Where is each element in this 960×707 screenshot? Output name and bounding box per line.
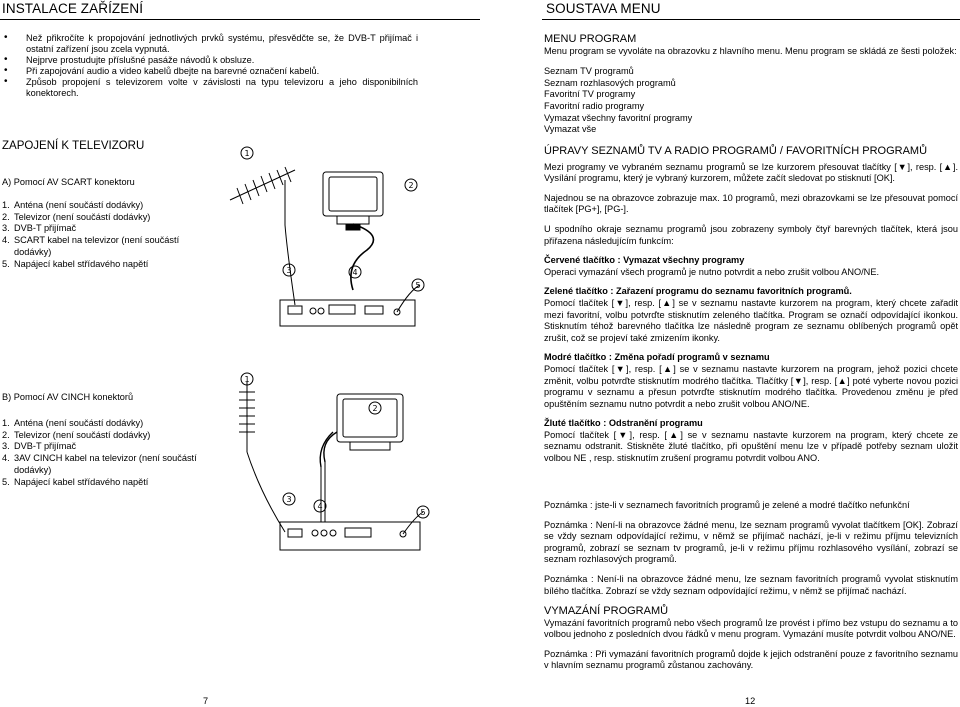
edit-lists-colors-text: U spodního okraje seznamu programů jsou zobrazeny symboly čtyř barevných tlačítek, která jsou přiřazena následujícím funkcím:: [544, 223, 958, 246]
menu-item: Seznam TV programů: [544, 66, 634, 77]
edit-lists-paging-text: Najednou se na obrazovce zobrazuje max. 10 programů, mezi obrazovkami se lze přesouvat pomocí tlačítek [PG+], [PG-].: [544, 192, 958, 215]
callout-2: 2: [408, 181, 414, 190]
edit-lists-title: ÚPRAVY SEZNAMŮ TV A RADIO PROGRAMŮ / FAVORITNÍCH PROGRAMŮ: [544, 145, 928, 157]
menu-item: Vymazat vše: [544, 124, 597, 135]
list-item: 3. DVB-T přijímač: [2, 441, 77, 452]
bullet-item: • Nejprve prostudujte příslušné pasáže návodů k obsluze.: [2, 55, 418, 66]
menu-item: Favoritní radio programy: [544, 100, 645, 111]
menu-item: Favoritní TV programy: [544, 89, 636, 100]
callout-5: 5: [415, 281, 421, 290]
notes-section: [544, 500, 958, 597]
menu-item: Vymazat všechny favoritní programy: [544, 112, 693, 123]
page-number: 7: [203, 696, 209, 706]
dvb-receiver-icon: [280, 512, 423, 550]
delete-programs-title: VYMAZÁNÍ PROGRAMŮ: [544, 605, 669, 617]
list-item: 2. Televizor (není součástí dodávky): [2, 211, 151, 222]
tv-connection-heading: ZAPOJENÍ K TELEVIZORU: [2, 140, 145, 152]
yellow-button-title: Žluté tlačítko : Odstranění programu: [544, 418, 703, 429]
bullet-item: • Způsob propojení s televizorem volte v závislosti na typu televizoru a jeho disponibilních konektorech.: [2, 77, 418, 99]
blue-button-text: Pomocí tlačítek [▼], resp. [▲] se v seznamu nastavte kurzorem na program, jehož pozici chcete změnit, volbu potvrďte stisknutím modrého tlačítka. Tlačítky [▼], resp. [▲] poté vyberte novou pozici programu v seznamu a přesun potvrďte stisknutím modrého tlačítka. Provedenou změnu je před opuštěním seznamu nutno potvrdit a nebo zrušit volbou ANO/NE.: [544, 363, 958, 409]
green-button-title: Zelené tlačítko : Zařazení programu do seznamu favoritních programů.: [544, 286, 852, 297]
menu-system-header: SOUSTAVA MENU: [542, 0, 960, 20]
delete-programs-note: Poznámka : Při vymazání favoritních programů dojde k jejich odstranění pouze z favoritního seznamu v hlavním seznamu programů zůstanou zachovány.: [544, 648, 958, 671]
list-item: 1. Anténa (není součástí dodávky): [2, 200, 144, 210]
edit-lists-section: [544, 146, 958, 465]
antenna-icon: [239, 382, 285, 532]
list-item: 4. 3AV CINCH kabel na televizor (není součástí dodávky): [2, 453, 197, 475]
list-item: 3. DVB-T přijímač: [2, 223, 77, 234]
installation-bullets: [2, 33, 418, 99]
edit-lists-cursor-text: Mezi programy ve vybraném seznamu programů se lze kurzorem přesouvat tlačítky [▼], resp. [▲]. Vysílání programu, který je vybraný kurzorem, můžete začít sledovat po stisknutí [OK].: [544, 161, 959, 184]
note-text: Poznámka : Není-li na obrazovce žádné menu, lze seznam favoritních programů vyvolat stisknutím bílého tlačítka. Zobrazí se vždy seznam odpovídající režimu, v němž se přijímač nachází.: [544, 573, 958, 596]
scart-item-list: [2, 200, 200, 270]
bullet-item: • Při zapojování audio a video kabelů dbejte na barevné označení kabelů.: [2, 66, 418, 77]
list-item: 5. Napájecí kabel střídavého napětí: [2, 476, 149, 487]
callout-4: 4: [352, 268, 358, 277]
scart-connection-diagram: [225, 140, 445, 330]
green-button-text: Pomocí tlačítek [▼], resp. [▲] se v seznamu nastavte kurzorem na program, který chcete zařadit mezi favoritní, volbu potvrďte stisknutím zeleného tlačítka. Program se označí odpovídající ikonkou. Stisknutím téhož barevného tlačítka lze následně program ze seznamu oblíbených programů opět zrušit, což se projeví také zmizením ikonky.: [544, 297, 958, 343]
installation-header: INSTALACE ZAŘÍZENÍ: [0, 0, 480, 20]
callout-4: 4: [317, 502, 323, 511]
menu-program-intro: Menu program se vyvoláte na obrazovku z hlavního menu. Menu program se skládá ze šesti položek:: [544, 45, 957, 56]
list-item: 1. Anténa (není součástí dodávky): [2, 418, 144, 428]
list-item: 4. SCART kabel na televizor (není součástí dodávky): [2, 235, 180, 257]
callout-3: 3: [286, 266, 292, 275]
note-text: Poznámka : jste-li v seznamech favoritních programů je zelené a modré tlačítko nefunkční: [544, 500, 910, 510]
yellow-button-text: Pomocí tlačítek [▼], resp. [▲] se v seznamu nastavte kurzorem na program, který chcete ze seznamu odstranit. Stiskněte žluté tlačítko, při opuštění menu lze v případě potřeby seznam uložit volbou NE , resp. stisknutím zrušení programu potvrdit volbou ANO.: [544, 429, 958, 464]
cinch-connection-diagram: [225, 372, 445, 562]
dvb-receiver-icon: [280, 285, 420, 326]
menu-item: Seznam rozhlasových programů: [544, 77, 676, 88]
cinch-section-label: B) Pomocí AV CINCH konektorů: [2, 392, 134, 402]
menu-program-title: MENU PROGRAM: [544, 33, 637, 45]
callout-1: 1: [244, 149, 250, 158]
scart-diagram-svg: [225, 140, 445, 330]
antenna-icon: [230, 167, 295, 305]
red-button-text: Operaci vymazání všech programů je nutno potvrdit a nebo zrušit volbou ANO/NE.: [544, 266, 879, 277]
blue-button-title: Modré tlačítko : Změna pořadí programů v seznamu: [544, 352, 770, 363]
callout-1: 1: [244, 375, 250, 384]
callout-3: 3: [286, 495, 292, 504]
cinch-diagram-svg: [225, 372, 445, 562]
television-icon: [320, 394, 403, 522]
list-item: 5. Napájecí kabel střídavého napětí: [2, 258, 149, 269]
note-text: Poznámka : Není-li na obrazovce žádné menu, lze seznam programů vyvolat tlačítkem [OK]. Zobrazí se vždy seznam odpovídající režimu, v němž se přijímač nachází, je-li v režimu příjmu televizních programů, zobrazí se seznam tv programů, je-li v režimu příjmu rozhlasového vysílání, zobrazí se seznam rozhlasových programů.: [544, 519, 958, 565]
menu-program-section: [544, 34, 958, 136]
delete-programs-section: [544, 606, 958, 672]
callout-5: 5: [420, 508, 426, 517]
red-button-title: Červené tlačítko : Vymazat všechny programy: [544, 255, 745, 266]
bullet-item: • Než přikročíte k propojování jednotlivých prvků systému, přesvědčte se, že DVB-T přijímač i ostatní zařízení jsou zcela vypnutá.: [2, 33, 418, 55]
callout-2: 2: [372, 404, 378, 413]
list-item: 2. Televizor (není součástí dodávky): [2, 429, 151, 440]
delete-programs-text: Vymazání favoritních programů nebo všech programů lze provést i přímo bez vstupu do seznamu a to volbou jednoho z posledních dvou řádků v menu program. Vymazání musíte potvrdit volbou ANO/NE.: [544, 617, 958, 640]
cinch-item-list: [2, 418, 200, 488]
page-number: 12: [745, 696, 756, 706]
scart-section-label: A) Pomocí AV SCART konektoru: [2, 177, 135, 187]
